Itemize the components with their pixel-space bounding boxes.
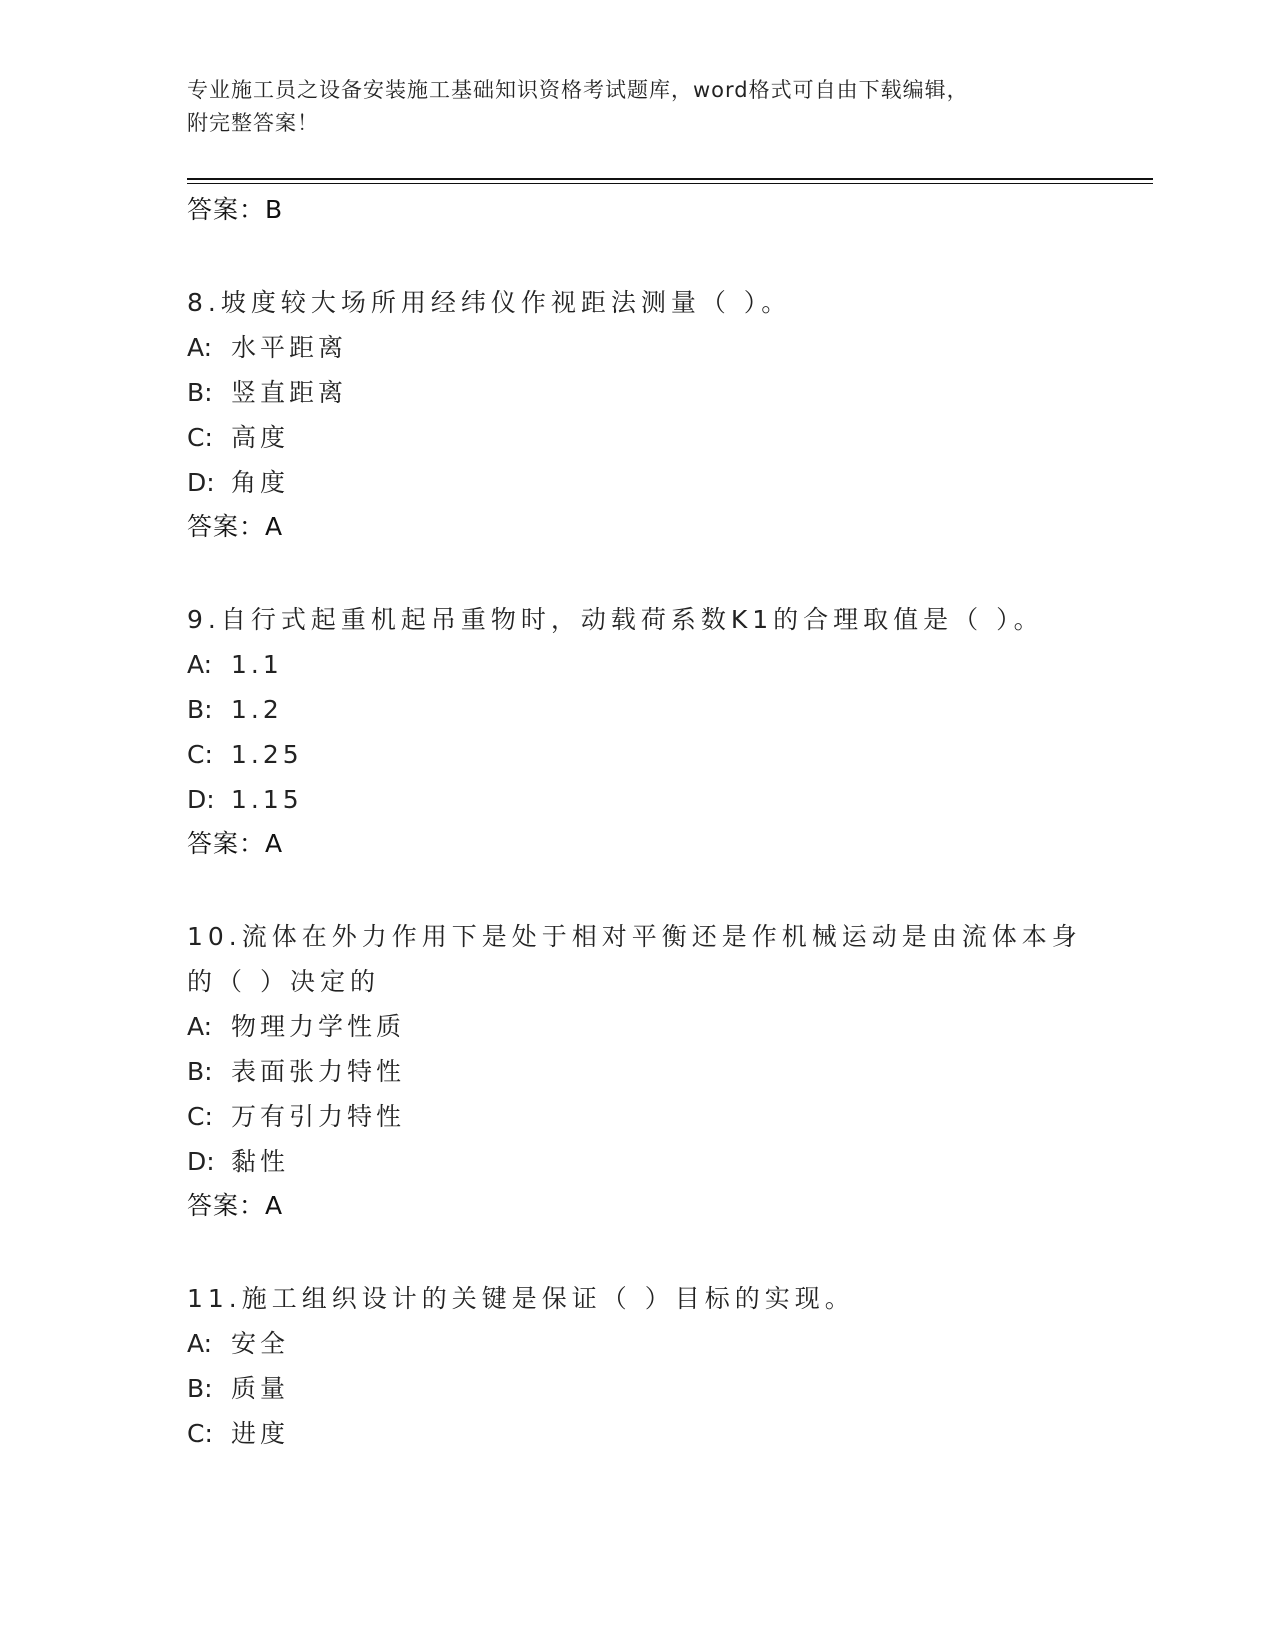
option-letter: B: [187,695,213,724]
spacer [187,866,1087,914]
answer-line: 答案：A [187,829,284,858]
option-letter: D: [187,785,215,814]
option-a [187,1321,1087,1366]
option-b [187,370,1087,415]
question-stem: 11.施工组织设计的关键是保证（ ）目标的实现。 [187,1284,855,1313]
option-text: 质量 [231,1374,290,1403]
option-text: 1.15 [231,785,303,814]
answer-line: 答案：A [187,1191,284,1220]
option-letter: A: [187,333,213,362]
option-letter: C: [187,423,213,452]
option-text: 1.25 [231,740,303,769]
option-text: 物理力学性质 [231,1012,406,1041]
question-block-10 [187,914,1087,1228]
option-a [187,642,1087,687]
questions-content [187,188,1087,1456]
option-text: 表面张力特性 [231,1057,406,1086]
spacer [187,549,1087,597]
option-letter: B: [187,1057,213,1086]
option-text: 黏性 [231,1147,290,1176]
option-letter: C: [187,1419,213,1448]
option-b [187,687,1087,732]
option-d [187,777,1087,822]
option-letter: D: [187,1147,215,1176]
option-text: 1.2 [231,695,283,724]
header-divider-thin [187,183,1153,184]
option-c [187,732,1087,777]
header-line-2: 附完整答案！ [187,111,319,135]
option-text: 角度 [231,468,290,497]
option-text: 安全 [231,1329,290,1358]
option-letter: B: [187,378,213,407]
question-stem: 10.流体在外力作用下是处于相对平衡还是作机械运动是由流体本身的（ ）决定的 [187,922,1082,996]
option-letter: A: [187,1329,213,1358]
option-text: 竖直距离 [231,378,348,407]
option-letter: C: [187,1102,213,1131]
option-letter: D: [187,468,215,497]
question-block-11 [187,1276,1087,1456]
question-block-8 [187,280,1087,549]
document-header [187,74,1067,140]
option-a [187,1004,1087,1049]
option-letter: A: [187,1012,213,1041]
answer-line: 答案：A [187,512,284,541]
question-stem: 9.自行式起重机起吊重物时，动载荷系数K1的合理取值是（ ）。 [187,605,1044,634]
option-text: 1.1 [231,650,283,679]
option-b [187,1366,1087,1411]
header-divider-thick [187,178,1153,180]
option-c [187,1094,1087,1139]
option-text: 进度 [231,1419,290,1448]
question-block-9 [187,597,1087,866]
option-d [187,460,1087,505]
option-a [187,325,1087,370]
option-text: 水平距离 [231,333,348,362]
option-c [187,1411,1087,1456]
option-letter: A: [187,650,213,679]
question-stem: 8.坡度较大场所用经纬仪作视距法测量（ ）。 [187,288,792,317]
option-text: 高度 [231,423,290,452]
option-b [187,1049,1087,1094]
spacer [187,232,1087,280]
spacer [187,1228,1087,1276]
header-line-1: 专业施工员之设备安装施工基础知识资格考试题库，word格式可自由下载编辑， [187,78,969,102]
option-c [187,415,1087,460]
option-letter: B: [187,1374,213,1403]
option-text: 万有引力特性 [231,1102,406,1131]
answer-line: 答案：B [187,195,284,224]
option-letter: C: [187,740,213,769]
option-d [187,1139,1087,1184]
